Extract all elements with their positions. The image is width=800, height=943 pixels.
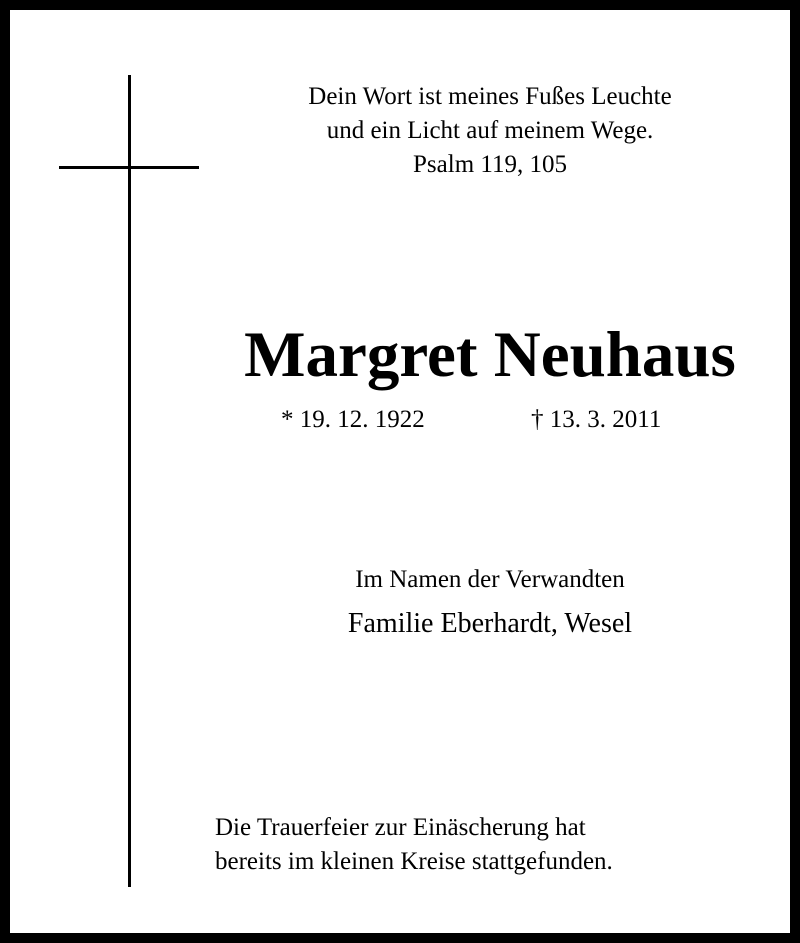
- cross-icon-crossbar: [59, 166, 199, 169]
- verse-line-2: und ein Licht auf meinem Wege.: [326, 117, 654, 144]
- funeral-notice: [215, 811, 613, 879]
- bible-verse: [240, 80, 740, 182]
- mourners-intro: Im Namen der Verwandten: [355, 566, 625, 593]
- mourners-family: Familie Eberhardt, Wesel: [347, 608, 633, 639]
- deceased-name: Margret Neuhaus: [244, 319, 736, 391]
- death-date: † 13. 3. 2011: [531, 406, 662, 433]
- birth-date: * 19. 12. 1922: [281, 406, 425, 433]
- verse-line-1: Dein Wort ist meines Fußes Leuchte: [308, 83, 672, 110]
- notice-line-2: bereits im kleinen Kreise stattgefunden.: [215, 848, 613, 875]
- cross-icon: [128, 75, 131, 887]
- notice-line-1: Die Trauerfeier zur Einäscherung hat: [215, 814, 586, 841]
- verse-reference: Psalm 119, 105: [413, 151, 567, 178]
